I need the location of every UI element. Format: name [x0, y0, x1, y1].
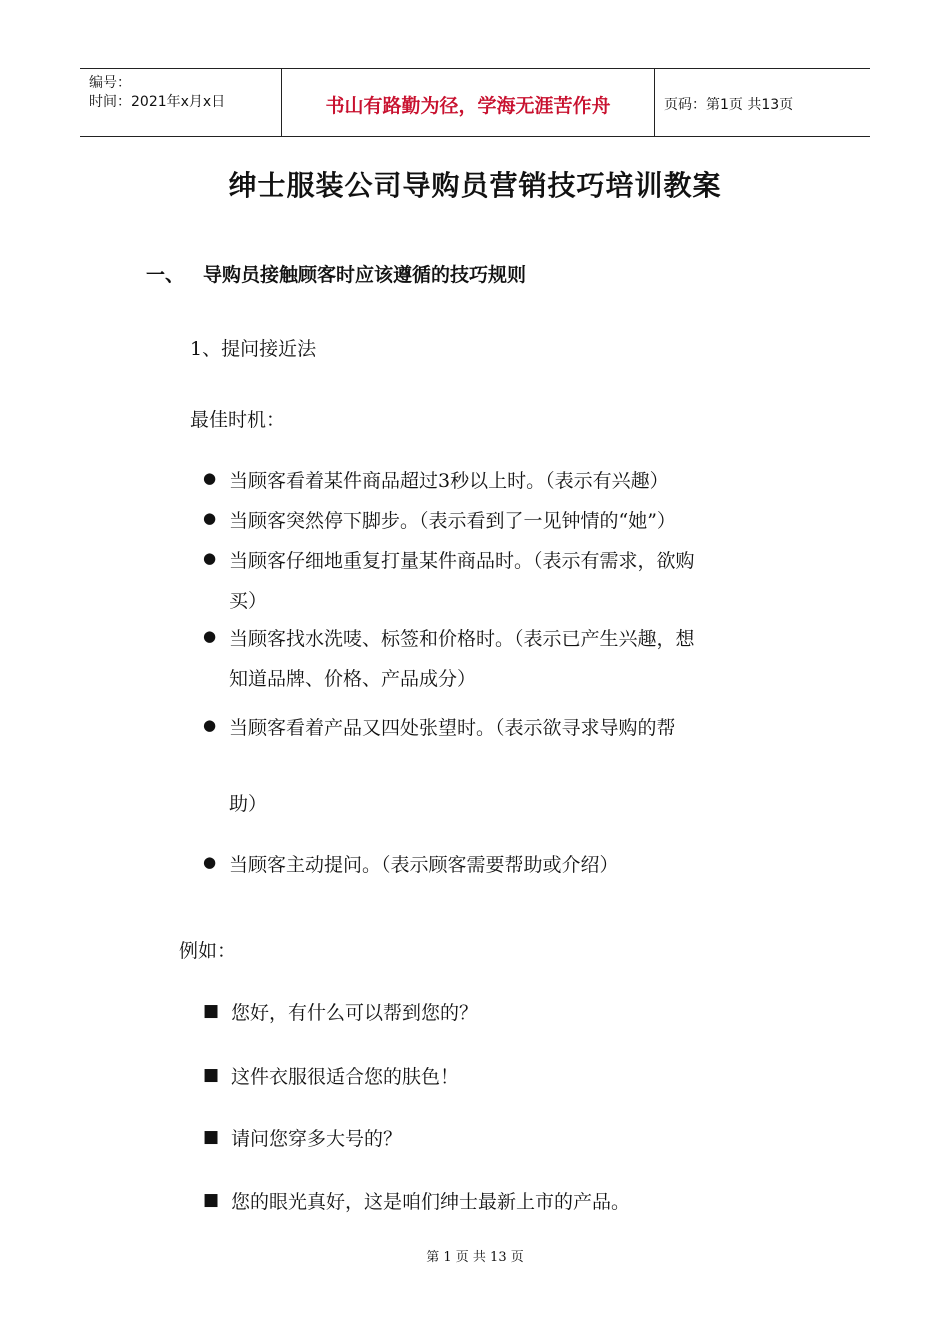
bullet-dot-icon: ●: [203, 627, 217, 645]
subsection-heading: 1、提问接近法: [190, 338, 317, 360]
bullet-dot-icon: ●: [203, 469, 217, 487]
serial-label: 编号：: [89, 75, 131, 91]
list-item-continuation: 买）: [229, 590, 268, 612]
example-label: 例如：: [179, 940, 237, 962]
document-title: 绅士服装公司导购员营销技巧培训教案: [228, 169, 722, 202]
section-heading-text: 导购员接触顾客时应该遵循的技巧规则: [203, 264, 527, 286]
header-cell-info: [80, 69, 282, 136]
list-item: 当顾客看着产品又四处张望时。（表示欲寻求导购的帮: [229, 717, 676, 739]
motto-text: 书山有路勤为径，学海无涯苦作舟: [325, 95, 611, 117]
section-heading: [146, 260, 526, 287]
header-cell-page: [655, 69, 870, 136]
bullet-dot-icon: ●: [203, 853, 217, 871]
bullet-dot-icon: ●: [203, 716, 217, 734]
date-label: 时间：2021年x月x日: [89, 94, 226, 110]
list-item: 当顾客主动提问。（表示顾客需要帮助或介绍）: [229, 854, 619, 876]
section-number: 一、: [146, 264, 185, 286]
header-cell-motto: [282, 69, 655, 136]
list-item: 当顾客突然停下脚步。（表示看到了一见钟情的“她”）: [229, 510, 676, 532]
timing-label: 最佳时机：: [190, 409, 286, 431]
list-item-continuation: 助）: [229, 793, 268, 815]
list-item: 您的眼光真好，这是咱们绅士最新上市的产品。: [231, 1191, 631, 1213]
bullet-dot-icon: ●: [203, 549, 217, 567]
bullet-dot-icon: ●: [203, 509, 217, 527]
list-item: 当顾客看着某件商品超过3秒以上时。（表示有兴趣）: [229, 470, 669, 492]
bullet-square-icon: ■: [203, 1190, 220, 1210]
list-item-continuation: 知道品牌、价格、产品成分）: [229, 668, 477, 690]
list-item: 这件衣服很适合您的肤色！: [231, 1066, 460, 1088]
header-table: [80, 68, 870, 137]
list-item: 当顾客仔细地重复打量某件商品时。（表示有需求，欲购: [229, 550, 695, 572]
page-info: 页码：第1页 共13页: [664, 97, 794, 113]
bullet-square-icon: ■: [203, 1001, 220, 1021]
bullet-square-icon: ■: [203, 1065, 220, 1085]
page-footer: 第 1 页 共 13 页: [426, 1250, 524, 1265]
list-item: 您好，有什么可以帮到您的？: [231, 1002, 479, 1024]
list-item: 请问您穿多大号的？: [231, 1128, 403, 1150]
bullet-square-icon: ■: [203, 1127, 220, 1147]
list-item: 当顾客找水洗唛、标签和价格时。（表示已产生兴趣，想: [229, 628, 695, 650]
